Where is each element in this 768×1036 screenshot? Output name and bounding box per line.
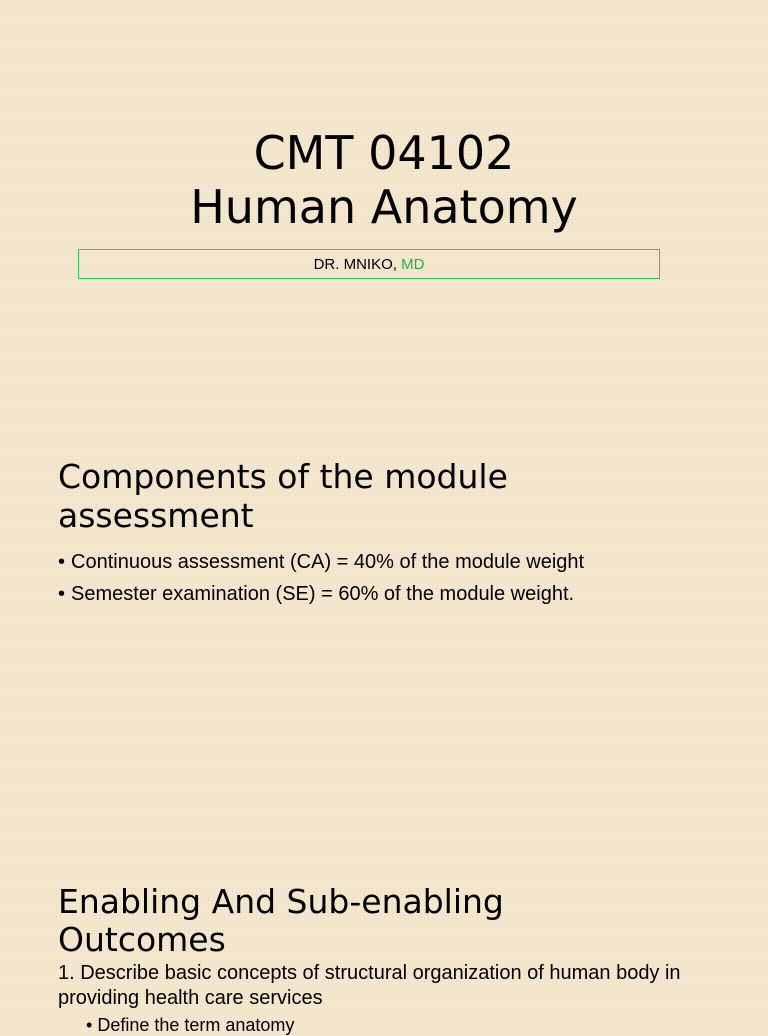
slide-title <box>0 126 768 234</box>
bullet-item-se <box>58 582 574 606</box>
bullet-item-ca <box>58 550 584 574</box>
assessment-heading-line2: assessment <box>58 496 254 535</box>
outcome-item-1 <box>58 961 738 1011</box>
sub-bullet-item <box>86 1014 294 1036</box>
course-code: CMT 04102 <box>253 126 515 180</box>
bullet-icon: • <box>86 1015 93 1035</box>
author-name: DR. MNIKO, <box>313 256 397 273</box>
outcome-line: 1. Describe basic concepts of structural organization of human body in <box>58 962 681 984</box>
outcomes-heading-line1: Enabling And Sub-enabling <box>58 882 504 921</box>
author-degree: MD <box>401 256 425 273</box>
outcome-line: providing health care services <box>58 987 323 1009</box>
author-box <box>78 249 660 279</box>
bullet-icon: • <box>58 583 66 605</box>
course-name: Human Anatomy <box>190 180 578 234</box>
bullet-text: Continuous assessment (CA) = 40% of the module weight <box>71 551 585 573</box>
sub-bullet-text: Define the term anatomy <box>97 1015 295 1035</box>
bullet-icon: • <box>58 551 66 573</box>
bullet-text: Semester examination (SE) = 60% of the module weight. <box>71 583 575 605</box>
assessment-heading-line1: Components of the module <box>58 457 508 496</box>
outcomes-heading-line2: Outcomes <box>58 920 226 959</box>
